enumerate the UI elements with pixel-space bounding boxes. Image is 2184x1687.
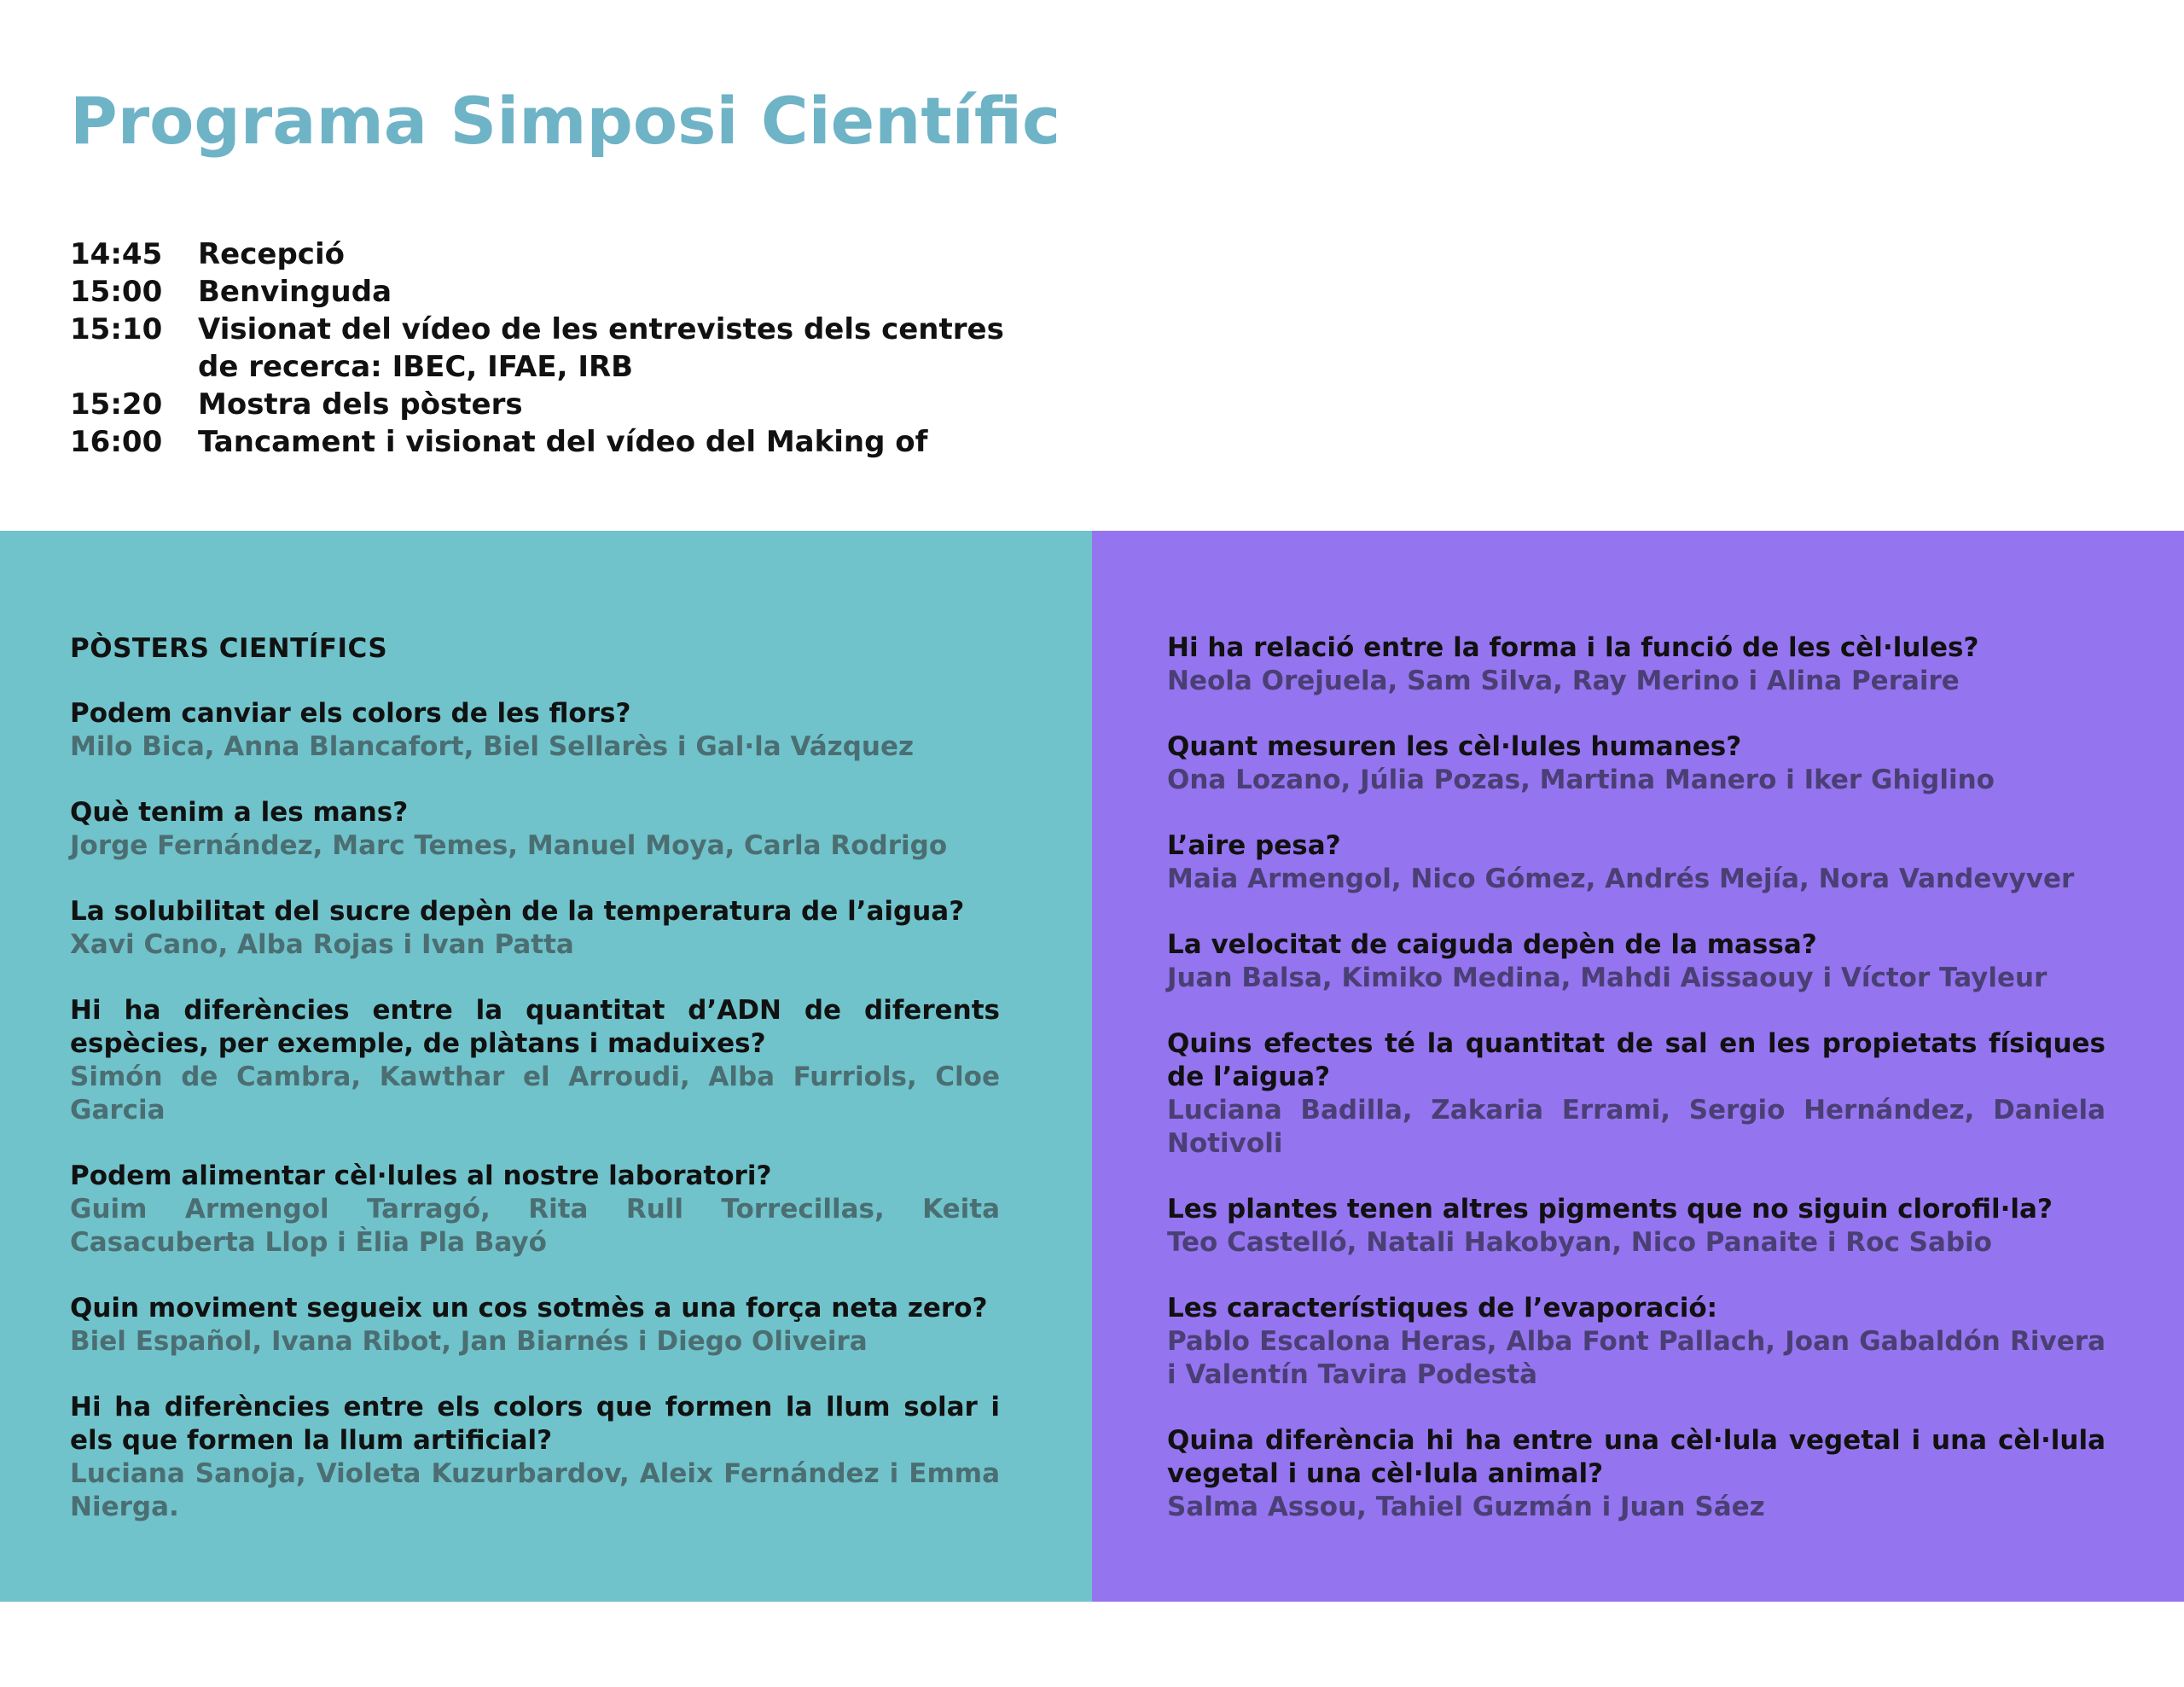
schedule-row xyxy=(70,236,1051,273)
poster-entry xyxy=(1167,1292,2106,1392)
schedule-event: Tancament i visionat del vídeo del Making of xyxy=(198,425,928,459)
poster-entry xyxy=(1167,1193,2106,1259)
schedule-event: Recepció xyxy=(198,237,345,271)
poster-entry xyxy=(70,1160,1000,1259)
poster-authors: Luciana Badilla, Zakaria Errami, Sergio Hernández, Daniela Notivoli xyxy=(1167,1095,2106,1159)
poster-question: Quina diferència hi ha entre una cèl·lula vegetal i una cèl·lula vegetal i una cèl·lula animal? xyxy=(1167,1425,2106,1489)
poster-entry xyxy=(70,1391,1000,1524)
poster-question: Hi ha diferències entre la quantitat d’ADN de diferents espècies, per exemple, de plàtans i maduixes? xyxy=(70,995,1000,1059)
schedule-event: Benvinguda xyxy=(198,275,392,309)
schedule-time: 15:10 xyxy=(70,312,163,346)
schedule-row xyxy=(70,273,1051,311)
poster-authors: Simón de Cambra, Kawthar el Arroudi, Alba Furriols, Cloe Garcia xyxy=(70,1062,1000,1126)
poster-question: Podem alimentar cèl·lules al nostre laboratori? xyxy=(70,1161,772,1191)
schedule-row xyxy=(70,386,1051,423)
poster-entry xyxy=(70,796,1000,863)
schedule xyxy=(70,236,1051,461)
poster-entry xyxy=(1167,928,2106,995)
schedule-time: 15:00 xyxy=(70,275,163,309)
poster-authors: Guim Armengol Tarragó, Rita Rull Torrecillas, Keita Casacuberta Llop i Èlia Pla Bayó xyxy=(70,1194,1000,1258)
schedule-row xyxy=(70,423,1051,461)
poster-entry xyxy=(70,697,1000,764)
schedule-time: 16:00 xyxy=(70,425,163,459)
posters-right-column xyxy=(1167,631,2106,1556)
posters-right-panel xyxy=(1092,531,2184,1602)
schedule-row xyxy=(70,311,1051,386)
posters-left-panel xyxy=(0,531,1092,1602)
poster-authors: Juan Balsa, Kimiko Medina, Mahdi Aissaouy i Víctor Tayleur xyxy=(1167,963,2048,993)
posters-heading: PÒSTERS CIENTÍFICS xyxy=(70,633,388,664)
poster-authors: Milo Bica, Anna Blancafort, Biel Sellarès i Gal·la Vázquez xyxy=(70,731,915,762)
schedule-time: 15:20 xyxy=(70,387,163,422)
poster-question: Quins efectes té la quantitat de sal en les propietats físiques de l’aigua? xyxy=(1167,1028,2106,1092)
poster-entry xyxy=(1167,829,2106,896)
poster-authors: Teo Castelló, Natali Hakobyan, Nico Panaite i Roc Sabio xyxy=(1167,1227,1992,1258)
poster-entry xyxy=(70,1292,1000,1358)
poster-authors: Maia Armengol, Nico Gómez, Andrés Mejía, Nora Vandevyver xyxy=(1167,864,2075,894)
poster-entry xyxy=(1167,730,2106,797)
posters-left-column xyxy=(70,631,1000,1556)
poster-authors: Biel Español, Ivana Ribot, Jan Biarnés i Diego Oliveira xyxy=(70,1326,868,1357)
poster-question: L’aire pesa? xyxy=(1167,830,1341,861)
poster-authors: Salma Assou, Tahiel Guzmán i Juan Sáez xyxy=(1167,1492,1765,1522)
poster-entry xyxy=(70,895,1000,962)
poster-entry xyxy=(1167,1027,2106,1161)
poster-authors: Luciana Sanoja, Violeta Kuzurbardov, Aleix Fernández i Emma Nierga. xyxy=(70,1458,1000,1522)
poster-entry xyxy=(70,994,1000,1127)
poster-authors: Neola Orejuela, Sam Silva, Ray Merino i Alina Peraire xyxy=(1167,666,1960,696)
poster-question: La velocitat de caiguda depèn de la massa? xyxy=(1167,929,1817,960)
poster-question: Hi ha diferències entre els colors que formen la llum solar i els que formen la llum artificial? xyxy=(70,1392,1000,1456)
poster-question: Podem canviar els colors de les flors? xyxy=(70,698,631,729)
poster-authors: Ona Lozano, Júlia Pozas, Martina Manero i Iker Ghiglino xyxy=(1167,765,1995,795)
poster-question: Quin moviment segueix un cos sotmès a una força neta zero? xyxy=(70,1293,988,1323)
page-title: Programa Simposi Científic xyxy=(70,83,1061,159)
poster-authors: Xavi Cano, Alba Rojas i Ivan Patta xyxy=(70,929,574,960)
poster-question: Les característiques de l’evaporació: xyxy=(1167,1293,1718,1323)
poster-question: Les plantes tenen altres pigments que no siguin clorofil·la? xyxy=(1167,1194,2053,1225)
poster-authors: Jorge Fernández, Marc Temes, Manuel Moya, Carla Rodrigo xyxy=(70,830,948,861)
schedule-event: Visionat del vídeo de les entrevistes dels centres de recerca: IBEC, IFAE, IRB xyxy=(198,312,1004,384)
poster-question: Quant mesuren les cèl·lules humanes? xyxy=(1167,731,1742,762)
poster-question: Què tenim a les mans? xyxy=(70,797,409,828)
poster-entry xyxy=(1167,631,2106,698)
schedule-time: 14:45 xyxy=(70,237,163,271)
poster-entry xyxy=(1167,1424,2106,1524)
schedule-event: Mostra dels pòsters xyxy=(198,387,523,422)
poster-question: Hi ha relació entre la forma i la funció de les cèl·lules? xyxy=(1167,632,1979,663)
poster-authors: Pablo Escalona Heras, Alba Font Pallach, Joan Gabaldón Rivera i Valentín Tavira Podestà xyxy=(1167,1326,2106,1390)
poster-question: La solubilitat del sucre depèn de la temperatura de l’aigua? xyxy=(70,896,965,927)
